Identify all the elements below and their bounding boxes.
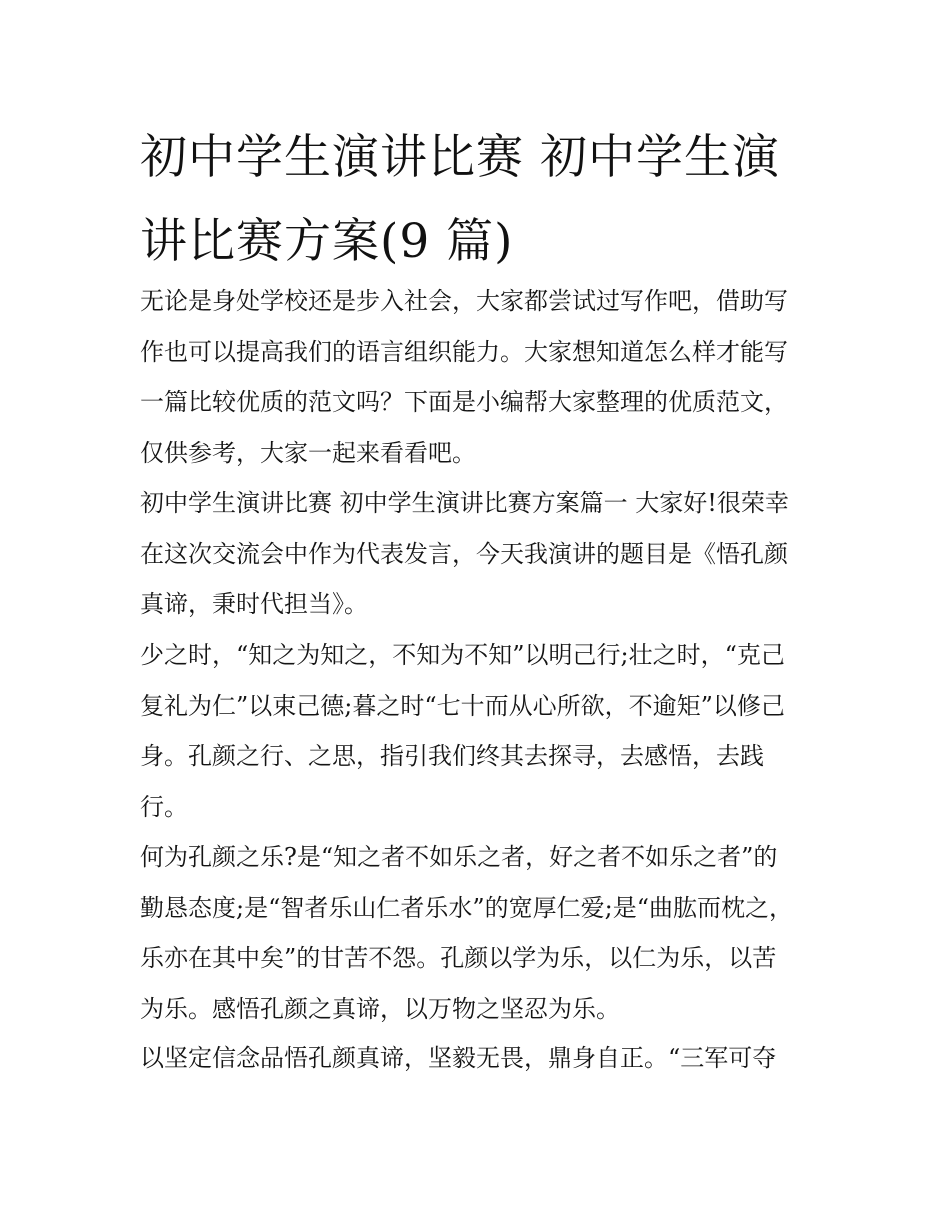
text-line: 复礼为仁”以束己德;暮之时“七十而从心所欲，不逾矩”以修己 bbox=[140, 691, 785, 720]
text-line: 无论是身处学校还是步入社会，大家都尝试过写作吧，借助写 bbox=[140, 287, 788, 315]
text-line: 身。孔颜之行、之思，指引我们终其去探寻，去感悟，去践 bbox=[140, 742, 764, 770]
paragraph-confucius-stages bbox=[140, 630, 820, 832]
paragraph-firm-belief bbox=[140, 1033, 820, 1084]
text-line: 一篇比较优质的范文吗？下面是小编帮大家整理的优质范文， bbox=[140, 388, 788, 416]
text-line: 勤恳态度;是“智者乐山仁者乐水”的宽厚仁爱;是“曲肱而枕之， bbox=[140, 893, 793, 922]
text-line: 以坚定信念品悟孔颜真谛，坚毅无畏，鼎身自正。“三军可夺 bbox=[140, 1044, 777, 1072]
title-line: 讲比赛方案(9 篇) bbox=[140, 214, 514, 269]
text-line: 乐亦在其中矣”的甘苦不怨。孔颜以学为乐，以仁为乐，以苦 bbox=[140, 944, 777, 972]
paragraph-speech-opening bbox=[140, 478, 820, 630]
text-line: 作也可以提高我们的语言组织能力。大家想知道怎么样才能写 bbox=[140, 337, 788, 366]
paragraph-kong-yan-joy bbox=[140, 832, 820, 1034]
text-line: 在这次交流会中作为代表发言，今天我演讲的题目是《悟孔颜 bbox=[140, 539, 788, 568]
text-line: 仅供参考，大家一起来看看吧。 bbox=[140, 438, 476, 467]
text-line: 真谛，秉时代担当》。 bbox=[140, 590, 368, 618]
text-line: 行。 bbox=[140, 792, 188, 821]
text-line: 为乐。感悟孔颜之真谛，以万物之坚忍为乐。 bbox=[140, 994, 620, 1023]
text-line: 初中学生演讲比赛 初中学生演讲比赛方案篇一 大家好!很荣幸 bbox=[140, 489, 789, 517]
document-title bbox=[140, 116, 820, 284]
paragraph-intro bbox=[140, 276, 820, 478]
title-line: 初中学生演讲比赛 初中学生演 bbox=[140, 130, 780, 185]
text-line: 少之时，“知之为知之，不知为不知”以明己行;壮之时，“克己 bbox=[140, 641, 785, 669]
text-line: 何为孔颜之乐?是“知之者不如乐之者，好之者不如乐之者”的 bbox=[140, 843, 778, 871]
